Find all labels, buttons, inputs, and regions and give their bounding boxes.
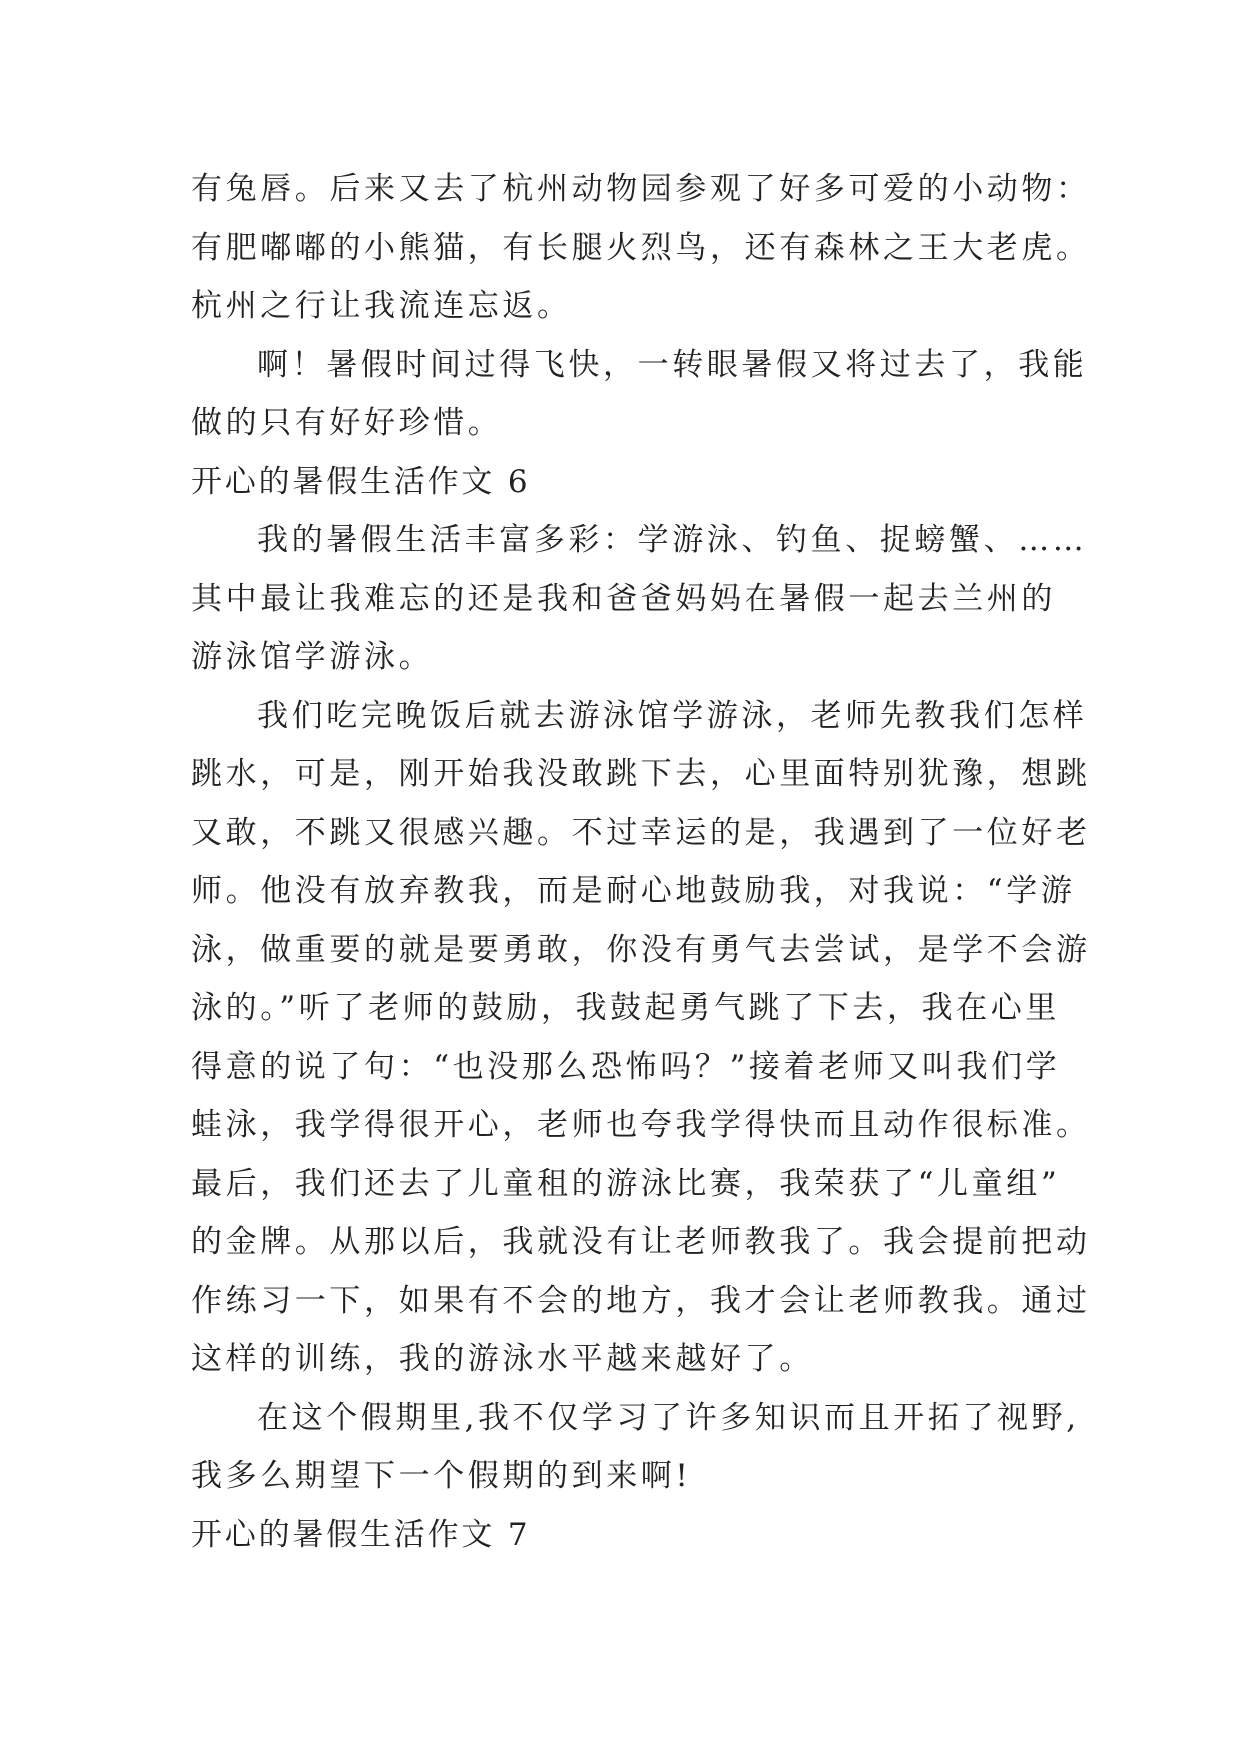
text-line: 蛙泳，我学得很开心，老师也夸我学得快而且动作很标准。 — [191, 1107, 1091, 1143]
text-line: 师。他没有放弃教我，而是耐心地鼓励我，对我说：“学游 — [191, 873, 1076, 909]
text-line: 其中最让我难忘的还是我和爸爸妈妈在暑假一起去兰州的 — [191, 580, 1056, 617]
text-line: 得意的说了句：“也没那么恐怖吗？”接着老师又叫我们学 — [191, 1048, 1061, 1085]
text-line: 啊！暑假时间过得飞快，一转眼暑假又将过去了，我能 — [257, 346, 1088, 383]
text-line: 这样的训练，我的游泳水平越来越好了。 — [191, 1341, 814, 1377]
text-line: 泳的。”听了老师的鼓励，我鼓起勇气跳了下去，我在心里 — [191, 990, 1060, 1026]
text-line: 我们吃完晚饭后就去游泳馆学游泳，老师先教我们怎样 — [257, 697, 1088, 734]
paragraph-hangzhou-trip — [191, 160, 1091, 336]
text-line: 泳，做重要的就是要勇敢，你没有勇气去尝试，是学不会游 — [191, 931, 1091, 968]
text-line: 又敢，不跳又很感兴趣。不过幸运的是，我遇到了一位好老 — [191, 814, 1091, 851]
text-line: 有兔唇。后来又去了杭州动物园参观了好多可爱的小动物： — [191, 171, 1091, 207]
section-heading-7: 开心的暑假生活作文 7 — [191, 1516, 531, 1553]
text-line: 我的暑假生活丰富多彩：学游泳、钓鱼、捉螃蟹、…… — [257, 522, 1088, 558]
paragraph-summer-activities — [191, 511, 1088, 687]
paragraph-swimming-lesson — [191, 687, 1091, 1389]
section-heading-6: 开心的暑假生活作文 6 — [191, 463, 531, 500]
text-line: 跳水，可是，刚开始我没敢跳下去，心里面特别犹豫，想跳 — [191, 756, 1091, 792]
text-line: 作练习一下，如果有不会的地方，我才会让老师教我。通过 — [191, 1282, 1091, 1319]
text-line: 杭州之行让我流连忘返。 — [191, 288, 572, 324]
paragraph-conclusion — [191, 1389, 1080, 1506]
text-line: 的金牌。从那以后，我就没有让老师教我了。我会提前把动 — [191, 1224, 1091, 1260]
text-line: 在这个假期里,我不仅学习了许多知识而且开拓了视野, — [257, 1399, 1080, 1436]
text-line: 我多么期望下一个假期的到来啊! — [191, 1458, 692, 1494]
text-line: 做的只有好好珍惜。 — [191, 405, 503, 441]
text-line: 最后，我们还去了儿童租的游泳比赛，我荣获了“儿童组” — [191, 1165, 1061, 1202]
text-line: 游泳馆学游泳。 — [191, 639, 434, 675]
text-line: 有肥嘟嘟的小熊猫，有长腿火烈鸟，还有森林之王大老虎。 — [191, 229, 1091, 266]
document-body — [191, 160, 1091, 1564]
paragraph-summer-passes — [191, 336, 1088, 453]
